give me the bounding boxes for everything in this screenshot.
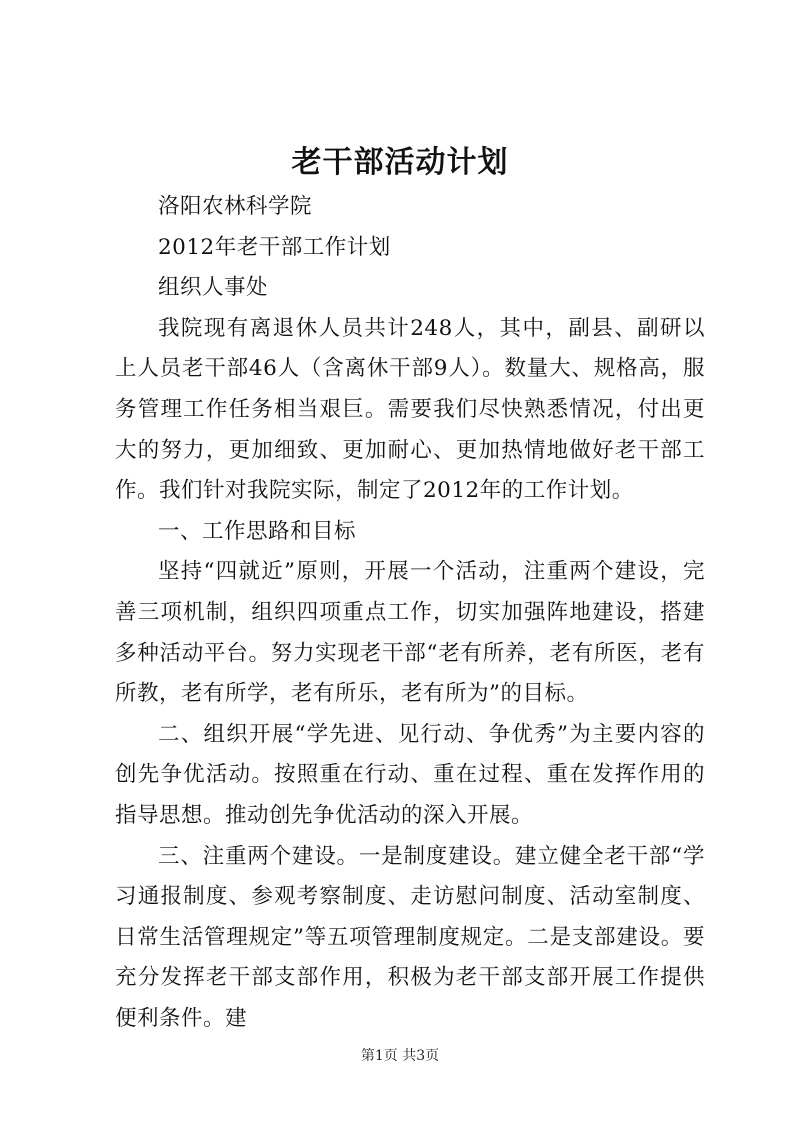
- page-footer: 第1页 共3页: [360, 1048, 440, 1064]
- plan-subtitle: 2012年老干部工作计划: [158, 234, 391, 260]
- section-3-paragraph: 三、注重两个建设。一是制度建设。建立健全老干部“学习通报制度、参观考察制度、走访慰问制度、活动室制度、日常生活管理规定”等五项管理制度规定。二是支部建设。要充分发挥老干部支部作用，积极为老干部支部开展工作提供便利条件。建: [115, 843, 705, 1031]
- section-1-paragraph: 坚持“四就近”原则，开展一个活动，注重两个建设，完善三项机制，组织四项重点工作，切实加强阵地建设，搭建多种活动平台。努力实现老干部“老有所养，老有所医，老有所教，老有所学，老有所乐，老有所为”的目标。: [115, 559, 705, 707]
- section-2-paragraph: 二、组织开展“学先进、见行动、争优秀”为主要内容的创先争优活动。按照重在行动、重在过程、重在发挥作用的指导思想。推动创先争优活动的深入开展。: [115, 721, 705, 828]
- document-title: 老干部活动计划: [291, 145, 509, 180]
- department-name: 组织人事处: [158, 275, 269, 301]
- organization-name: 洛阳农林科学院: [158, 194, 313, 219]
- intro-paragraph: 我院现有离退休人员共计248人，其中，副县、副研以上人员老干部46人（含离休干部9人）。数量大、规格高，服务管理工作任务相当艰巨。需要我们尽快熟悉情况，付出更大的努力，更加细致、更加耐心、更加热情地做好老干部工作。我们针对我院实际，制定了2012年的工作计划。: [115, 315, 705, 504]
- document-body: [115, 187, 705, 1039]
- section-heading-1: 一、工作思路和目标: [158, 518, 357, 544]
